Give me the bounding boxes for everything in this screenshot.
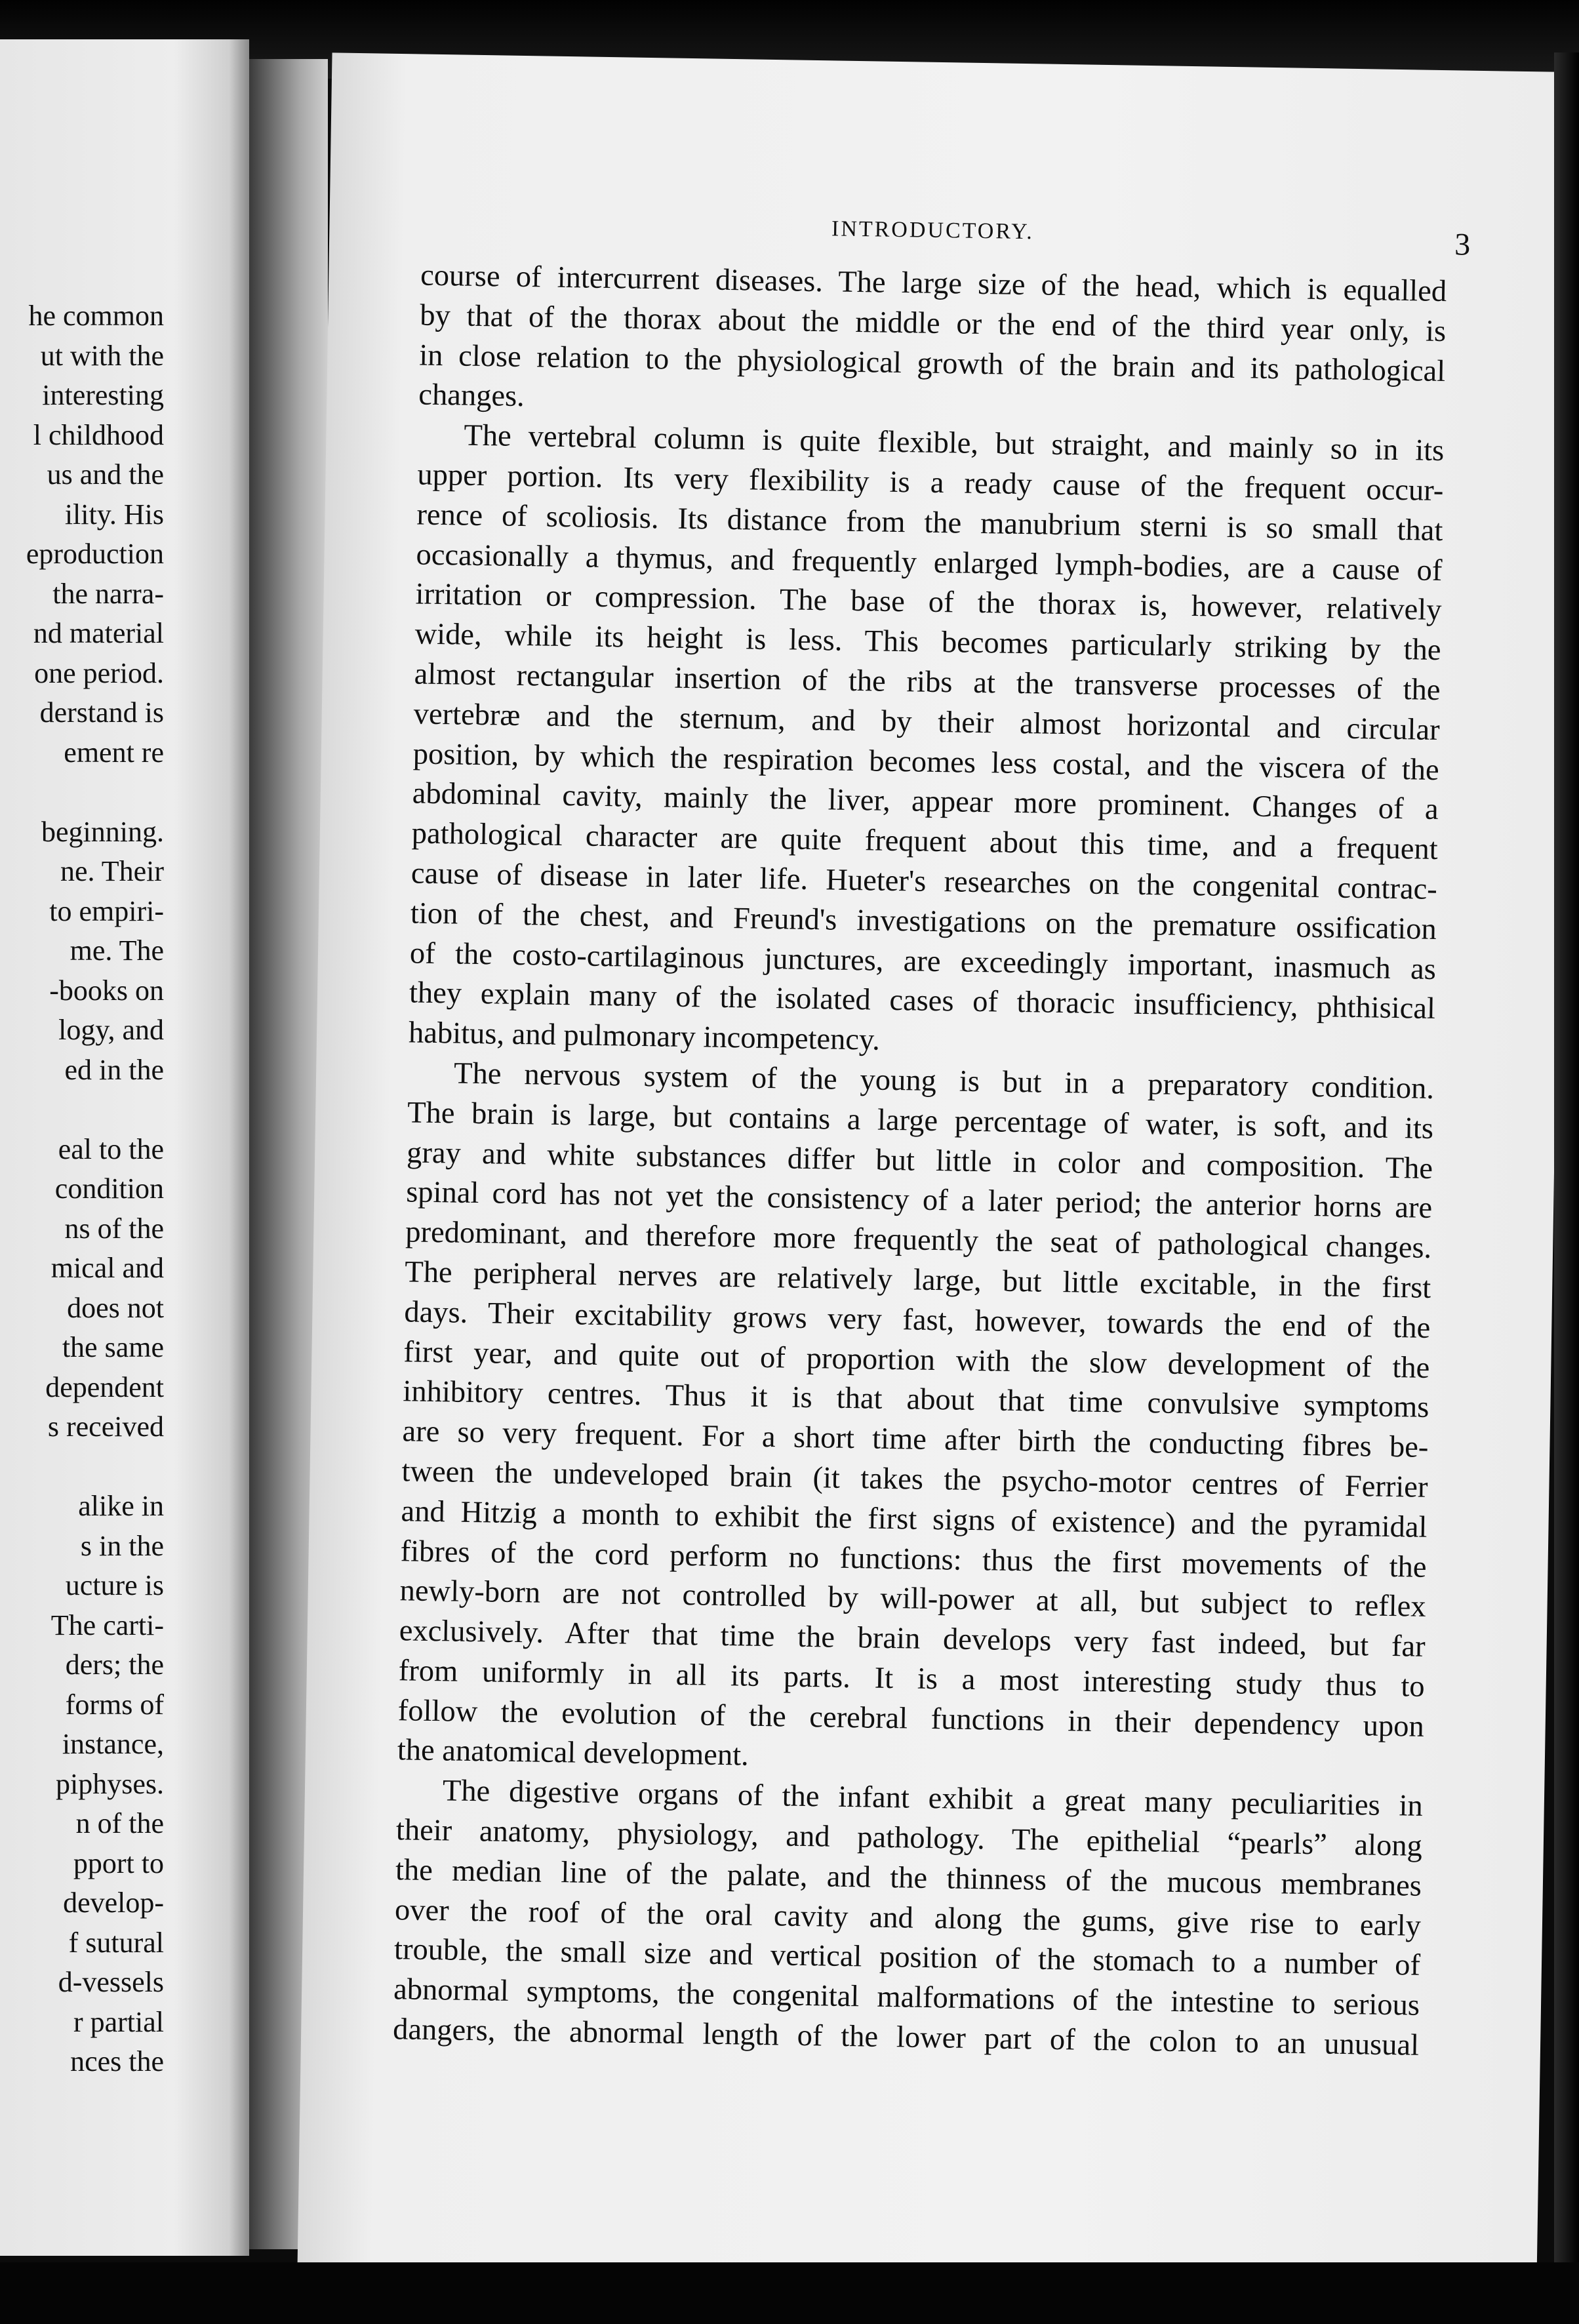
left-page-line: derstand is <box>39 696 164 729</box>
text-line: and Hitzig a month to exhibit the first signs of existence) and the pyramidal <box>401 1494 1428 1544</box>
left-page-line: develop- <box>63 1887 164 1919</box>
left-page-line <box>26 772 164 812</box>
text-line: are so very frequent. For a short time after birth the conducting fibres be- <box>402 1414 1429 1464</box>
left-page <box>0 39 249 2256</box>
left-page-line: instance, <box>62 1728 164 1760</box>
text-line: newly-born are not controlled by will-power at all, but subject to reflex <box>399 1574 1426 1624</box>
left-page-line: interesting <box>42 379 164 411</box>
left-page-line: ucture is <box>65 1569 164 1601</box>
running-title: INTRODUCTORY. <box>831 216 1035 245</box>
left-page-line: alike in <box>78 1490 164 1522</box>
text-line: trouble, the small size and vertical position of the stomach to a number of <box>393 1933 1421 1983</box>
left-page-line: the same <box>62 1331 164 1363</box>
text-line: their anatomy, physiology, and pathology. The epithelial “pearls” along <box>395 1813 1423 1863</box>
left-page-line: ns of the <box>64 1212 164 1245</box>
left-page-line: r partial <box>73 2005 164 2038</box>
text-line: habitus, and pulmonary incompetency. <box>408 1016 881 1057</box>
text-line: almost rectangular insertion of the ribs at the transverse processes of the <box>414 657 1441 707</box>
left-page-line: to empiri- <box>49 894 164 927</box>
left-page-line: dependent <box>45 1371 164 1403</box>
left-page-line: ility. His <box>64 498 164 531</box>
text-line: changes. <box>418 378 525 414</box>
left-page-line <box>26 1447 164 1487</box>
left-page-line <box>26 1090 164 1130</box>
text-line: the anatomical development. <box>397 1733 750 1773</box>
text-line: cause of disease in later life. Hueter's researches on the congenital contrac- <box>410 856 1438 906</box>
left-page-text <box>26 296 164 2082</box>
left-page-line: -books on <box>49 974 164 1007</box>
text-line: first year, and quite out of proportion with the slow development of the <box>403 1334 1430 1385</box>
left-page-line: ne. Their <box>60 855 164 887</box>
body-text <box>393 256 1447 2066</box>
text-line: follow the evolution of the cerebral functions in their dependency upon <box>397 1693 1425 1744</box>
text-line: they explain many of the isolated cases of thoracic insufficiency, phthisical <box>409 976 1436 1026</box>
text-line: abdominal cavity, mainly the liver, appear more prominent. Changes of a <box>412 776 1439 827</box>
left-page-line: eal to the <box>58 1132 164 1165</box>
text-line: tion of the chest, and Freund's investigations on the premature ossification <box>410 896 1437 946</box>
left-page-line: he common <box>28 300 164 332</box>
left-page-line: s in the <box>80 1529 164 1562</box>
text-line: pathological character are quite frequent about this time, and a frequent <box>411 816 1439 867</box>
left-page-line: d-vessels <box>58 1966 164 1998</box>
left-page-line: logy, and <box>58 1014 164 1046</box>
text-line: days. Their excitability grows very fast, however, towards the end of the <box>404 1295 1431 1345</box>
text-line: wide, while its height is less. This becomes particularly striking by the <box>414 617 1441 668</box>
left-page-line: ut with the <box>40 339 164 372</box>
film-border-bottom <box>0 2262 1579 2324</box>
left-page-line: does not <box>67 1291 164 1324</box>
left-page-line: ement re <box>64 736 164 769</box>
text-line: the median line of the palate, and the thinness of the mucous membranes <box>395 1853 1422 1903</box>
left-page-line: pport to <box>73 1847 164 1879</box>
text-line: tween the undeveloped brain (it takes the psycho-motor centres of Ferrier <box>401 1454 1428 1504</box>
left-page-line: s received <box>47 1411 164 1443</box>
text-line: irritation or compression. The base of the thorax is, however, relatively <box>415 577 1442 628</box>
text-line: from uniformly in all its parts. It is a most interesting study thus to <box>398 1654 1426 1704</box>
text-line: abnormal symptoms, the congenital malformations of the intestine to serious <box>393 1973 1420 2023</box>
left-page-line: us and the <box>47 458 164 491</box>
text-line: The digestive organs of the infant exhibit a great many peculiarities in <box>442 1774 1424 1824</box>
page-number: 3 <box>1454 227 1471 262</box>
text-line: dangers, the abnormal length of the lower part of the colon to an unusual <box>392 2013 1420 2062</box>
left-page-line: eproduction <box>26 538 164 570</box>
left-page-line: ed in the <box>64 1053 164 1086</box>
left-page-line: me. The <box>70 934 164 967</box>
text-line: course of intercurrent diseases. The large size of the head, which is equalled <box>420 258 1447 309</box>
left-page-line: the narra- <box>52 577 164 610</box>
text-line: The brain is large, but contains a large percentage of water, is soft, and its <box>407 1096 1434 1146</box>
text-line: exclusively. After that time the brain develops very fast indeed, but far <box>399 1614 1426 1664</box>
left-page-line: nces the <box>70 2045 164 2077</box>
right-page <box>298 52 1572 2281</box>
left-page-line: n of the <box>75 1807 164 1839</box>
text-line: vertebræ and the sternum, and by their almost horizontal and circular <box>413 697 1440 747</box>
text-line: The peripheral nerves are relatively large, but little excitable, in the first <box>404 1255 1431 1305</box>
left-page-line: mical and <box>50 1252 164 1284</box>
film-border-right <box>1554 52 1579 2308</box>
text-line: of the costo-cartilaginous junctures, are exceedingly important, inasmuch as <box>409 936 1437 986</box>
text-line: spinal cord has not yet the consistency of a later period; the anterior horns are <box>405 1175 1433 1226</box>
left-page-line: beginning. <box>41 815 164 848</box>
text-line: predominant, and therefore more frequently the seat of pathological changes. <box>405 1215 1432 1266</box>
left-page-line: one period. <box>34 656 164 689</box>
text-line: The nervous system of the young is but in a preparatory condition. <box>453 1056 1435 1106</box>
left-page-line: The carti- <box>50 1609 164 1641</box>
text-line: upper portion. Its very flexibility is a ready cause of the frequent occur- <box>417 458 1444 508</box>
text-line: in close relation to the physiological growth of the brain and its pathological <box>418 338 1446 388</box>
left-page-line: ders; the <box>65 1649 164 1681</box>
text-line: The vertebral column is quite flexible, but straight, and mainly so in its <box>464 418 1445 468</box>
text-line: rence of scoliosis. Its distance from the manubrium sterni is so small that <box>416 498 1443 548</box>
text-line: occasionally a thymus, and frequently enlarged lymph-bodies, are a cause of <box>416 538 1443 588</box>
text-line: by that of the thorax about the middle or the end of the third year only, is <box>419 298 1447 348</box>
left-page-line: l childhood <box>33 418 164 451</box>
left-page-line: piphyses. <box>56 1767 164 1800</box>
left-page-line: forms of <box>65 1688 164 1721</box>
text-line: fibres of the cord perform no functions: thus the first movements of the <box>400 1534 1427 1584</box>
left-page-line: f sutural <box>68 1926 164 1959</box>
left-page-line: nd material <box>33 617 164 649</box>
text-line: over the roof of the oral cavity and along the gums, give rise to early <box>394 1893 1422 1943</box>
text-line: gray and white substances differ but little in color and composition. The <box>406 1135 1433 1186</box>
text-line: inhibitory centres. Thus it is that about that time convulsive symptoms <box>403 1374 1429 1425</box>
text-line: position, by which the respiration becomes less costal, and the viscera of the <box>412 736 1440 787</box>
left-page-line: condition <box>54 1172 164 1205</box>
